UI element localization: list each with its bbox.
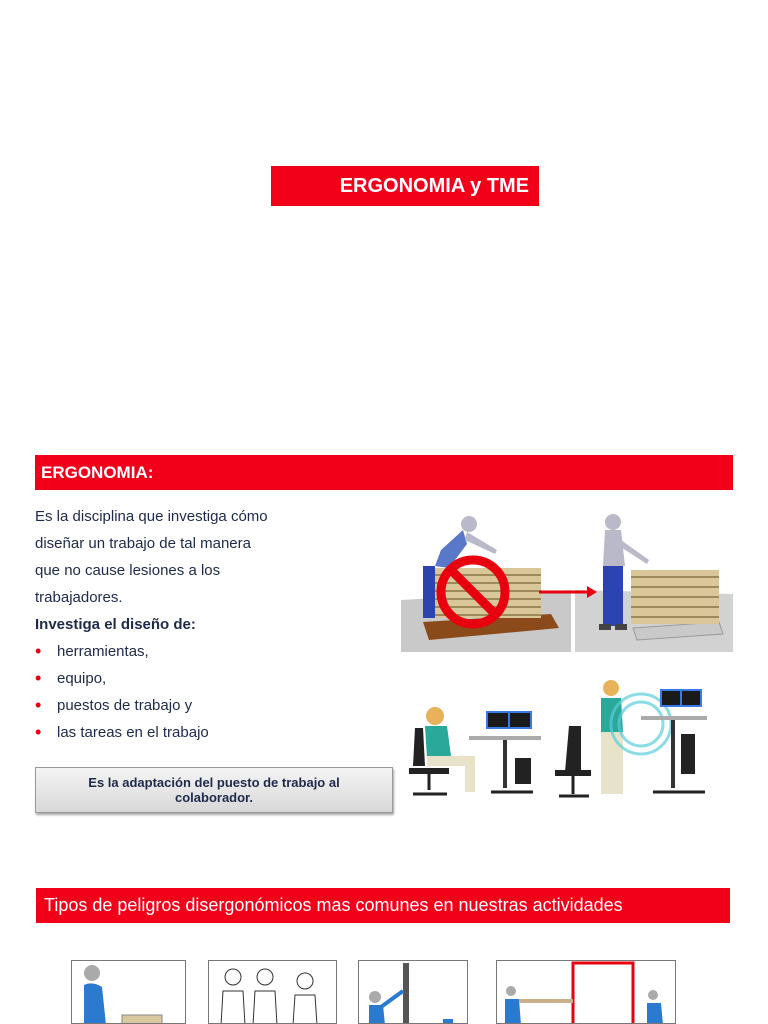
bullet-label: puestos de trabajo y — [57, 697, 193, 714]
intro-text-block — [35, 503, 335, 746]
hazard-thumbnail — [71, 960, 186, 1024]
hazard-thumbnail — [496, 960, 676, 1024]
bullet-item — [35, 692, 335, 719]
bullet-item — [35, 638, 335, 665]
subheading: Investiga el diseño de: — [35, 616, 196, 633]
bullet-dot-icon: • — [35, 722, 42, 742]
definition-note: Es la adaptación del puesto de trabajo al colaborador. — [35, 767, 393, 813]
bullet-label: equipo, — [57, 670, 107, 687]
bullet-list — [35, 638, 335, 746]
bullet-item — [35, 665, 335, 692]
hazard-thumbnail — [358, 960, 468, 1024]
section-heading-ergonomia: ERGONOMIA: — [35, 455, 733, 490]
section-heading-hazards: Tipos de peligros disergonómicos mas comunes en nuestras actividades — [36, 888, 730, 923]
bullet-label: herramientas, — [57, 643, 149, 660]
box-stack-right — [631, 570, 723, 640]
person-seated-icon — [409, 707, 475, 794]
bullet-label: las tareas en el trabajo — [57, 724, 209, 741]
intro-line: trabajadores. — [35, 589, 123, 606]
lifting-illustration — [401, 510, 733, 652]
bullet-dot-icon: • — [35, 695, 42, 715]
intro-line: Es la disciplina que investiga cómo — [35, 508, 268, 525]
bullet-dot-icon: • — [35, 668, 42, 688]
monitor-icon — [469, 712, 541, 792]
bullet-item — [35, 719, 335, 746]
intro-line: diseñar un trabajo de tal manera — [35, 535, 251, 552]
bullet-dot-icon: • — [35, 641, 42, 661]
slide-title: ERGONOMIA y TME — [271, 166, 539, 206]
hazard-thumbnail — [208, 960, 337, 1024]
person-standing-desk-icon — [555, 680, 707, 796]
workstation-illustration — [405, 676, 715, 806]
intro-line: que no cause lesiones a los — [35, 562, 221, 579]
